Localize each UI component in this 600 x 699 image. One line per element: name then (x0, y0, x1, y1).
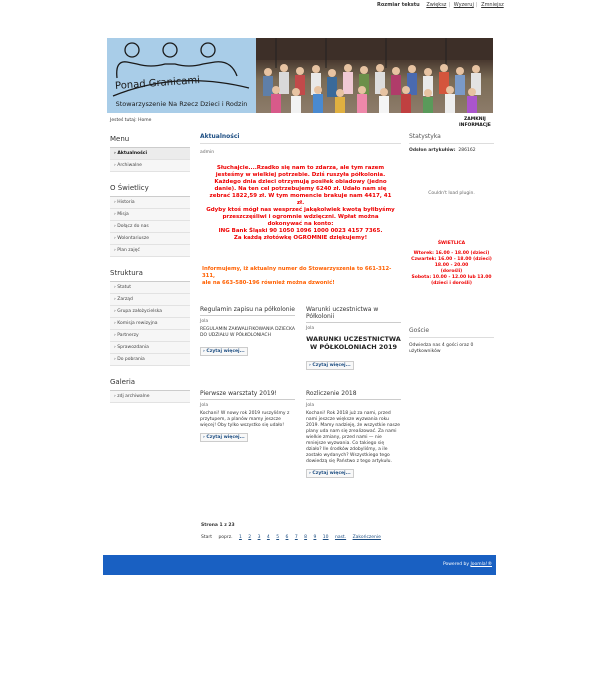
sidebar-item-historia[interactable]: › Historia (110, 197, 190, 209)
struktura-module (110, 267, 190, 366)
pager-page[interactable]: 1 (238, 535, 242, 540)
galeria-title: Galeria (110, 376, 190, 391)
pager-page[interactable]: 10 (322, 535, 329, 540)
article-heading: WARUNKI UCZESTNICTWA W PÓŁKOLONIACH 2019 (306, 335, 401, 351)
site-logo[interactable] (107, 38, 256, 113)
article-author: Jola (200, 319, 209, 324)
pager-end[interactable]: Zakończenie (352, 535, 381, 540)
font-bigger-link[interactable]: Zwiększ (426, 2, 447, 8)
site-header (107, 38, 493, 113)
font-reset-link[interactable]: Wyzeruj (453, 2, 474, 8)
sidebar-item-archiwalne[interactable]: › Archiwalne (110, 160, 190, 172)
struktura-title: Struktura (110, 267, 190, 282)
sidebar-item-sprawozdania[interactable]: › Sprawozdania (110, 342, 190, 354)
article-author: Jola (200, 403, 209, 408)
sidebar-item-komisja[interactable]: › Komisja rewizyjna (110, 318, 190, 330)
sidebar-item-zdj-archiwalne[interactable]: › zdj archiwalne (110, 391, 190, 403)
sidebar-item-dolacz[interactable]: › Dołącz do nas (110, 221, 190, 233)
views-stat: Odsłon artykułów: 286162 (409, 148, 476, 153)
pager-page[interactable]: 7 (294, 535, 298, 540)
sidebar-item-partnerzy[interactable]: › Partnerzy (110, 330, 190, 342)
plugin-placeholder: Couldn't load plugin. (428, 191, 475, 196)
sidebar-item-aktualnosci[interactable]: › Aktualności (110, 148, 190, 160)
article-text: Kochani! Rok 2018 już za nami, przed nami jeszcze większe wyzwania roku 2019. Mamy nadzieję, że wszystkie nasze plany uda nam się zrealizować. Za nami wielkie zmiany, przed nami — nie mniejsze wyzwania. Co takiego się działo? Ile środków zdobyliśmy, a ile zostało wydanych? Wszystkiego tego dowiedzą się Państwo z tego artykułu. (306, 411, 401, 464)
page-title[interactable]: Aktualności (200, 133, 401, 144)
galeria-module (110, 376, 190, 403)
sidebar-item-grupa[interactable]: › Grupa założycielska (110, 306, 190, 318)
left-sidebar (110, 133, 190, 413)
site-footer (103, 555, 496, 575)
joomla-link[interactable]: Joomla!® (470, 562, 492, 567)
article-title[interactable]: Pierwsze warsztaty 2019! (200, 390, 295, 400)
article-text: Kochani! W nowy rok 2019 ruszyliśmy z przytupem, a planów mamy jeszcze więcej! Oby tylko wszystko się udało! (200, 411, 290, 428)
article-card (306, 306, 401, 370)
breadcrumb: Jesteś tutaj: Home (110, 118, 152, 123)
stats-title: Statystyka (409, 133, 494, 144)
group-photo (256, 38, 493, 113)
pager-start: Start (201, 535, 212, 540)
pager-page[interactable]: 2 (248, 535, 252, 540)
menu-module (110, 133, 190, 172)
article-card (200, 390, 295, 442)
phone-info-text: Informujemy, iż aktualny numer do Stowarzyszenia to 661-312-311, ale na 663-580-196 również można dzwonić! (202, 266, 392, 286)
powered-by: Powered by Joomla!® (442, 562, 492, 567)
lead-article (200, 133, 401, 287)
pager-page[interactable]: 5 (276, 535, 280, 540)
article-author: Jola (306, 326, 315, 331)
sidebar-item-zarzad[interactable]: › Zarząd (110, 294, 190, 306)
pager-page[interactable]: 4 (266, 535, 270, 540)
pager-next[interactable]: nast. (334, 535, 347, 540)
font-size-bar: Rozmiar tekstu Zwiększ | Wyzeruj | Zmniejsz (377, 2, 504, 8)
pager-page[interactable]: 9 (313, 535, 317, 540)
logo-title: Ponad Granicami (114, 75, 201, 92)
guests-text: Odwiedza nas 4 gości oraz 0 użytkowników (409, 343, 474, 354)
sidebar-item-misja[interactable]: › Misja (110, 209, 190, 221)
logo-subtitle: Stowarzyszenie Na Rzecz Dzieci i Rodzin (115, 100, 248, 108)
sidebar-item-plan[interactable]: › Plan zajęć (110, 245, 190, 257)
pager-page[interactable]: 8 (304, 535, 308, 540)
pager-page[interactable]: 6 (285, 535, 289, 540)
sidebar-item-statut[interactable]: › Statut (110, 282, 190, 294)
read-more-button[interactable]: › Czytaj więcej... (200, 347, 248, 356)
appeal-text: Słuchajcie....Rzadko się nam to zdarza, ale tym razem jesteśmy w wielkiej potrzebie. Dziś ruszyła półkolonia. Każdego dnia dzieci otrzymują posiłek obiadowy (jedno danie). Na ten cel potrzebujemy 6240 zł. Udało nam się zebrać 1822,59 zł. W tym momencie brakuje nam 4417, 41 zł. Gdyby ktoś mógł nas wesprzeć jakąkolwiek kwotą byłibyśmy przeszczęśliwi i ogromnie wdzięczni. Wpłat można dokonywać na konto: ING Bank Śląski 90 1050 1096 1000 0023 4157 7365. Za każdą złotówkę OGROMNIE dziękujemy! (206, 165, 395, 241)
read-more-button[interactable]: › Czytaj więcej... (306, 361, 354, 370)
article-author: Jola (306, 403, 315, 408)
article-title[interactable]: Warunki uczestnictwa w Półkolonii (306, 306, 401, 323)
pager-page[interactable]: 3 (257, 535, 261, 540)
font-size-label: Rozmiar tekstu (377, 2, 420, 8)
sidebar-item-wolontariusze[interactable]: › Wolontariusze (110, 233, 190, 245)
pager-prev: poprz. (218, 535, 233, 540)
article-text: REGULAMIN ZAKWALIFIKOWANIA DZIECKA DO UDZIAŁU W PÓŁKOLONIACH (200, 327, 295, 338)
read-more-button[interactable]: › Czytaj więcej... (200, 433, 248, 442)
article-title[interactable]: Regulamin zapisu na półkolonie (200, 306, 295, 316)
article-author: admin (200, 150, 215, 155)
page-count: Strona 1 z 23 (201, 523, 235, 528)
article-title[interactable]: Rozliczenie 2018 (306, 390, 401, 400)
article-card (200, 306, 295, 356)
swietlica-title: O Świetlicy (110, 182, 190, 197)
font-smaller-link[interactable]: Zmniejsz (481, 2, 504, 8)
right-sidebar (409, 133, 494, 355)
read-more-button[interactable]: › Czytaj więcej... (306, 469, 354, 478)
sidebar-item-dopobrania[interactable]: › Do pobrania (110, 354, 190, 366)
pagination (201, 523, 386, 540)
close-info-button[interactable]: ZAMKNIJ INFORMACJE (459, 117, 491, 128)
menu-title: Menu (110, 133, 190, 148)
guests-title: Goście (409, 327, 494, 338)
opening-hours: ŚWIETLICA Wtorek: 16.00 - 18.00 (dzieci) Czwartek: 16.00 - 18.00 (dzieci) 18.00 - 20.00 (dorośli) Sobota: 10.00 - 12.00 lub 13.00 (dzieci i dorośli) (411, 241, 492, 286)
article-card (306, 390, 401, 478)
swietlica-module (110, 182, 190, 257)
